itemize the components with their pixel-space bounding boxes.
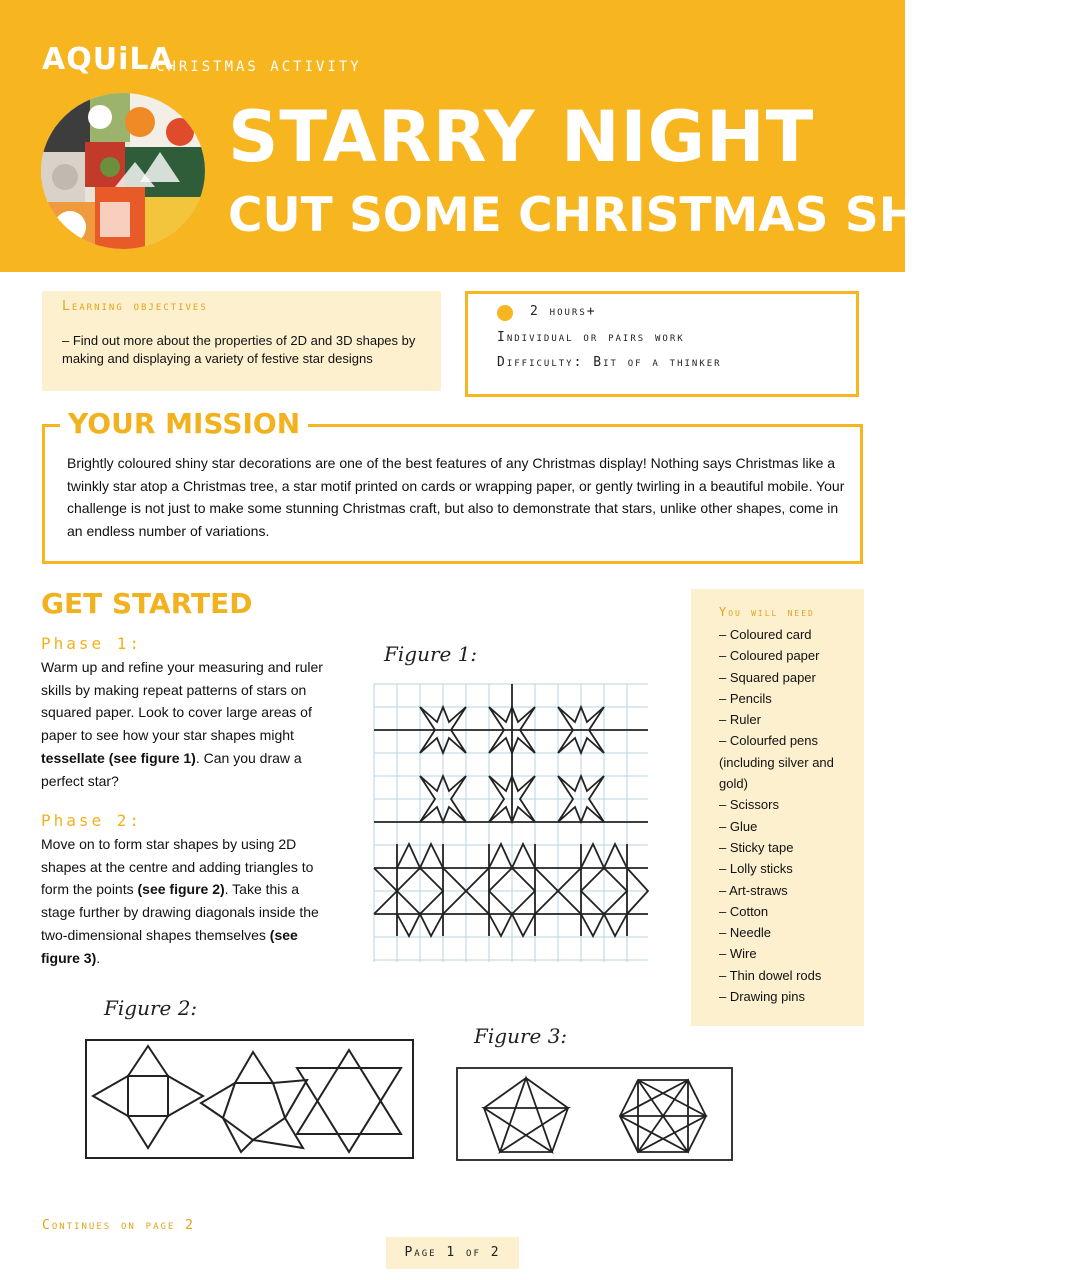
- phase2-text-c: .: [96, 949, 101, 966]
- figure3-shapes: [456, 1066, 734, 1162]
- phase1-text-b: . Can you draw a perfect star?: [41, 749, 302, 789]
- difficulty-text: Difficulty: Bit of a thinker: [497, 355, 722, 370]
- list-item: – Ruler: [719, 712, 761, 728]
- collage-image: [40, 92, 206, 250]
- list-item: – Sticky tape: [719, 839, 794, 855]
- figure2-label: Figure 2:: [104, 996, 198, 1020]
- page-number: Page 1 of 2: [386, 1237, 519, 1269]
- phase1-text-a: Warm up and refine your measuring and ruler skills by making repeat patterns of stars on squared paper. Look to cover large areas of paper to see how your star shapes might: [41, 659, 323, 744]
- needs-heading: You will need: [719, 605, 815, 619]
- list-item: – Wire: [719, 946, 757, 962]
- figure3-label: Figure 3:: [474, 1024, 568, 1048]
- work-text: Individual or pairs work: [497, 330, 685, 345]
- phase2-text-bold1: (see figure 2): [137, 881, 225, 898]
- list-item: – Pencils: [719, 690, 772, 706]
- time-text: 2 hours+: [530, 304, 597, 319]
- mission-heading: YOUR MISSION: [60, 407, 308, 440]
- objectives-heading: Learning objectives: [62, 299, 208, 314]
- continues-text: Continues on page 2: [42, 1218, 195, 1233]
- list-item: – Scissors: [719, 797, 779, 813]
- list-item: – Cotton: [719, 903, 769, 919]
- phase1-text-bold: tessellate (see figure 1): [41, 749, 196, 766]
- needs-panel: [691, 589, 864, 1026]
- list-item: – Squared paper: [719, 669, 816, 685]
- mission-text: Brightly coloured shiny star decorations are one of the best features of any Christmas display! Nothing says Christmas like a twinkly star atop a Christmas tree, a star motif printed on cards or wrapping paper, or gently twirling in a beautiful mobile. Your challenge is not just to make some stunning Christmas craft, but also to demonstrate that stars, unlike other shapes, come in an endless number of variations.: [67, 455, 845, 539]
- phase2-text: [41, 833, 333, 969]
- list-item: – Lolly sticks: [719, 861, 793, 877]
- objectives-panel: [42, 291, 441, 391]
- clock-icon: [497, 305, 513, 321]
- list-item: – Coloured card: [719, 627, 812, 642]
- phase2-text-b: . Take this a stage further by drawing diagonals inside the two-dimensional shapes themselves: [41, 881, 319, 943]
- phase1-text: [41, 656, 341, 792]
- page-subtitle: CUT SOME CHRISTMAS SHAPES!: [228, 188, 1076, 243]
- brand-subtitle: CHRISTMAS ACTIVITY: [156, 59, 362, 75]
- list-item: – Thin dowel rods: [719, 967, 822, 983]
- phase2-text-bold2: (see figure 3): [41, 926, 298, 966]
- phase1-heading: Phase 1:: [41, 634, 143, 653]
- brand-logo: AQUiLA: [42, 42, 174, 77]
- phase2-heading: Phase 2:: [41, 811, 143, 830]
- info-box: [465, 291, 859, 397]
- phase2-text-a: Move on to form star shapes by using 2D shapes at the centre and adding triangles to form the points: [41, 836, 314, 898]
- list-item: – Needle: [719, 925, 772, 941]
- list-item: – Colourfed pens (including silver and gold): [719, 733, 834, 792]
- needs-list: [719, 624, 859, 1007]
- get-started-heading: GET STARTED: [41, 587, 253, 620]
- figure1-label: Figure 1:: [384, 642, 478, 666]
- objectives-text: – Find out more about the properties of 2D and 3D shapes by making and displaying a variety of festive star designs: [62, 333, 416, 366]
- list-item: – Art-straws: [719, 882, 788, 898]
- page-title: STARRY NIGHT: [228, 96, 815, 178]
- list-item: – Drawing pins: [719, 989, 805, 1005]
- list-item: – Coloured paper: [719, 648, 820, 664]
- figure1-grid: [374, 684, 648, 962]
- figure2-shapes: [85, 1038, 415, 1161]
- list-item: – Glue: [719, 818, 758, 834]
